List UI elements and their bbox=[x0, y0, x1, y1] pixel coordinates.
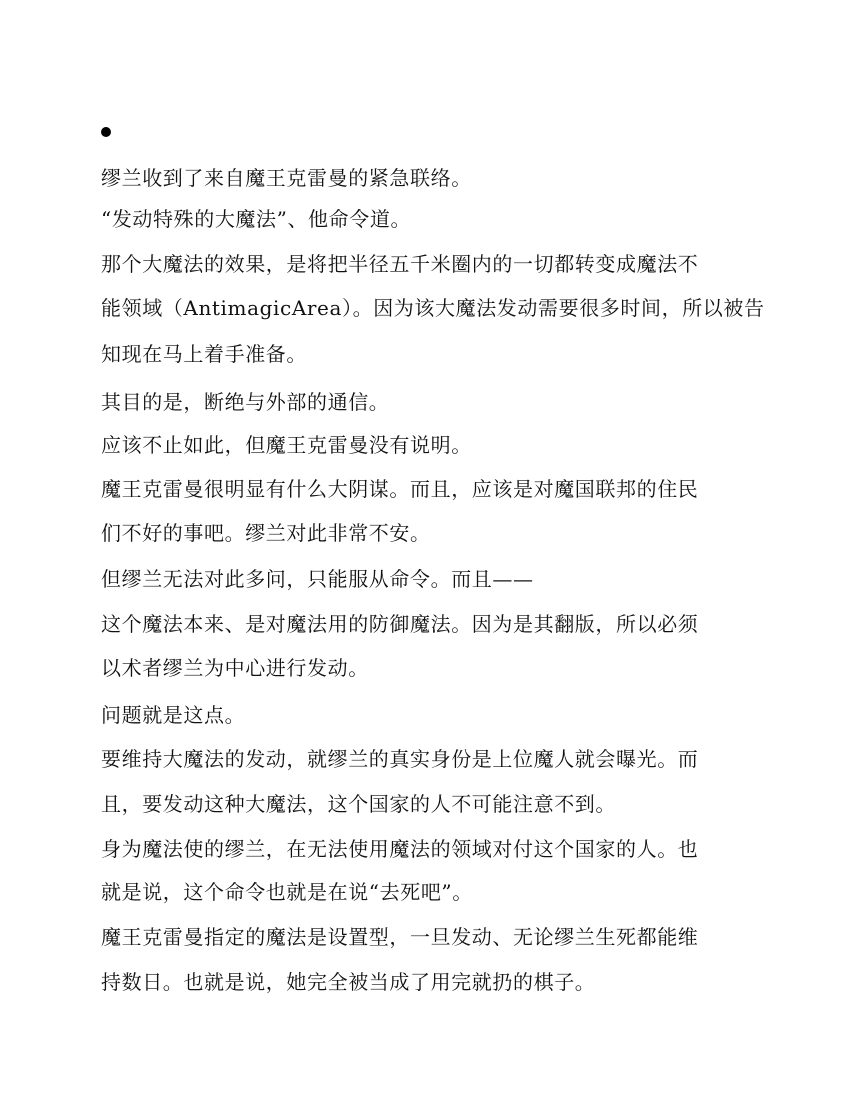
text-line: 这个魔法本来、是对魔法用的防御魔法。因为是其翻版，所以必须 bbox=[101, 612, 699, 636]
text-line: 持数日。也就是说，她完全被当成了用完就扔的棋子。 bbox=[101, 970, 596, 994]
text-line: 那个大魔法的效果，是将把半径五千米圈内的一切都转变成魔法不 bbox=[101, 252, 699, 276]
text-line: 缪兰收到了来自魔王克雷曼的紧急联络。 bbox=[101, 166, 472, 190]
bullet-icon bbox=[101, 127, 111, 137]
text-line: “发动特殊的大魔法”、他命令道。 bbox=[101, 207, 412, 231]
text-line: 身为魔法使的缪兰，在无法使用魔法的领域对付这个国家的人。也 bbox=[101, 837, 699, 861]
text-line: 能领域（AntimagicArea）。因为该大魔法发动需要很多时间，所以被告 bbox=[101, 296, 765, 320]
text-line: 们不好的事吧。缪兰对此非常不安。 bbox=[101, 521, 431, 545]
text-line: 知现在马上着手准备。 bbox=[101, 342, 307, 366]
text-line: 就是说，这个命令也就是在说“去死吧”。 bbox=[101, 880, 473, 904]
text-line: 其目的是，断绝与外部的通信。 bbox=[101, 390, 390, 414]
text-line: 应该不止如此，但魔王克雷曼没有说明。 bbox=[101, 433, 472, 457]
text-line: 但缪兰无法对此多问，只能服从命令。而且—— bbox=[101, 567, 534, 591]
text-line: 要维持大魔法的发动，就缪兰的真实身份是上位魔人就会曝光。而 bbox=[101, 747, 699, 771]
text-line: 魔王克雷曼很明显有什么大阴谋。而且，应该是对魔国联邦的住民 bbox=[101, 477, 699, 501]
text-line: 魔王克雷曼指定的魔法是设置型，一旦发动、无论缪兰生死都能维 bbox=[101, 925, 699, 949]
text-line: 问题就是这点。 bbox=[101, 703, 246, 727]
text-line: 且，要发动这种大魔法，这个国家的人不可能注意不到。 bbox=[101, 792, 616, 816]
text-line: 以术者缪兰为中心进行发动。 bbox=[101, 656, 369, 680]
